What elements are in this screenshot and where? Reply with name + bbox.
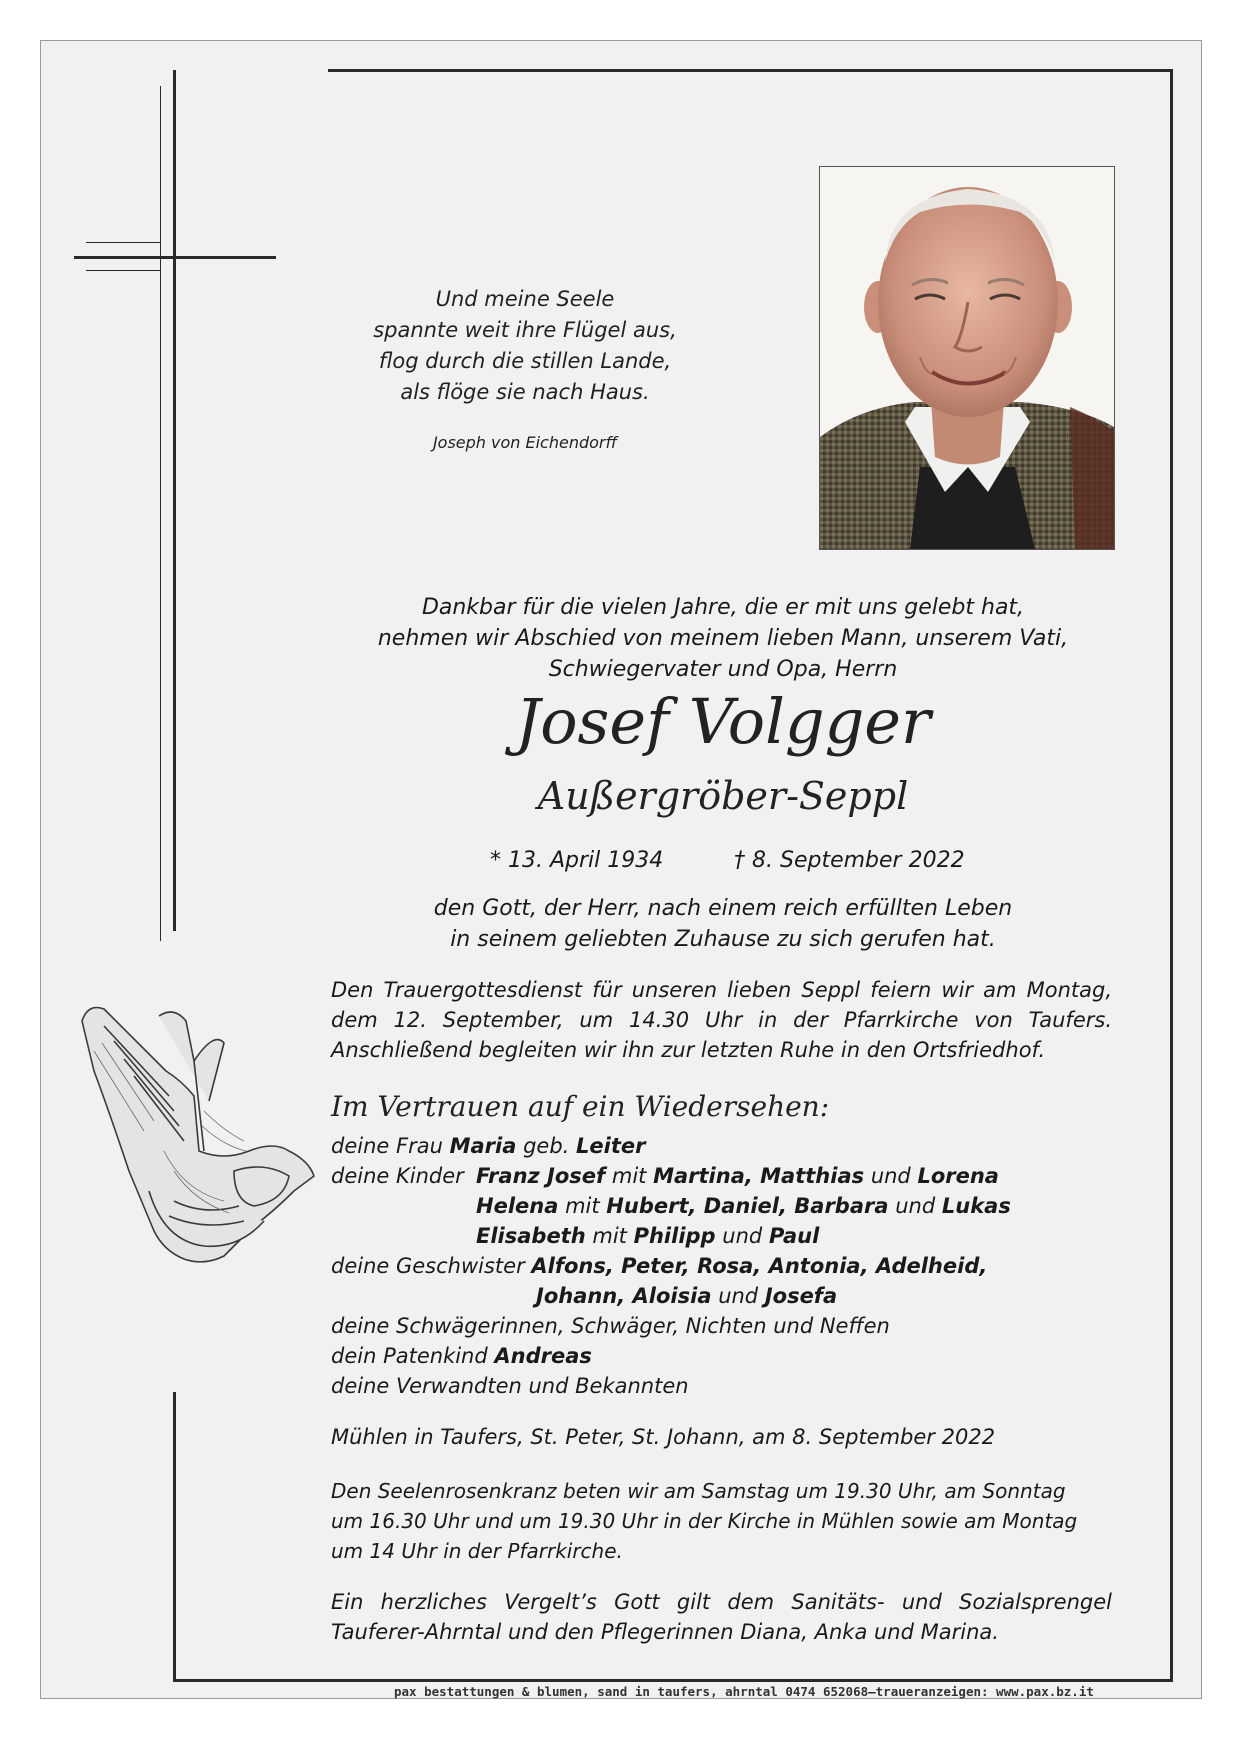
family-relatives: deine Verwandten und Bekannten [331,1374,689,1398]
connector-text: mit [592,1224,627,1248]
siblings-row [536,1281,1240,1311]
siblings-names: Alfons, Peter, Rosa, Antonia, Adelheid, [531,1254,988,1278]
family-wife [331,1131,1131,1161]
siblings-prefix: deine Geschwister [331,1254,525,1278]
deceased-name: Josef Volgger [515,685,931,758]
rosary-text [331,1476,1112,1566]
intro-line: nehmen wir Abschied von meinem lieben Mann, unserem Vati, [377,626,1069,651]
child-name: Elisabeth [476,1224,586,1248]
rosary-line: um 14 Uhr in der Pfarrkirche. [331,1539,623,1563]
connector-text: mit [611,1164,647,1188]
rosary-line: um 16.30 Uhr und um 19.30 Uhr in der Kirche in Mühlen sowie am Montag [331,1509,1078,1533]
connector-text: und [895,1194,936,1218]
wife-maiden-name: Leiter [576,1134,646,1158]
family-siblings [331,1251,1131,1281]
child-name: Helena [476,1194,559,1218]
siblings-names: Josefa [764,1284,838,1308]
wife-name: Maria [449,1134,517,1158]
rosary-line: Den Seelenrosenkranz beten wir am Samstag um 19.30 Uhr, am Sonntag [331,1479,1066,1503]
children-row [476,1191,1240,1221]
siblings-names: Johann, Aloisia [536,1284,712,1308]
poem-line: als flöge sie nach Haus. [400,380,650,404]
children-prefix: deine Kinder [331,1164,464,1188]
service-line: Anschließend begleiten wir ihn zur letzten Ruhe in den Ortsfriedhof. [331,1038,1046,1062]
poem [350,284,700,408]
footer-funeral-home: pax bestattungen & blumen, sand in taufers, ahrntal 0474 652068–traueranzeigen: www.pax.bz.it [394,1684,1094,1699]
child-family-names: Lorena [917,1164,999,1188]
godchild-name: Andreas [494,1344,592,1368]
connector-text: und [718,1284,759,1308]
birth-date: * 13. April 1934 [490,848,664,873]
wife-geb: geb. [523,1134,570,1158]
godchild-prefix: dein Patenkind [331,1344,488,1368]
cross-horizontal-shadow-bottom [86,270,161,271]
poem-line: Und meine Seele [435,287,615,311]
connector-text: mit [565,1194,600,1218]
poem-author: Joseph von Eichendorff [432,433,618,452]
family-godchild [331,1341,1131,1371]
called-line: den Gott, der Herr, nach einem reich erfüllten Leben [433,896,1013,921]
deceased-nickname: Außergröber-Seppl [537,774,909,818]
frame-top-line [328,69,1173,72]
intro-line: Schwiegervater und Opa, Herrn [548,657,898,682]
service-line: dem 12. September, um 14.30 Uhr in der Pfarrkirche von Taufers. [331,1008,1112,1032]
service-line: Den Trauergottesdienst für unseren lieben Seppl feiern wir am Montag, [331,978,1112,1002]
portrait-photo [819,166,1115,550]
child-family-names: Hubert, Daniel, Barbara [606,1194,889,1218]
funeral-service-text [331,975,1112,1065]
frame-right-line [1170,69,1173,1681]
child-family-names: Philipp [633,1224,716,1248]
connector-text: und [722,1224,763,1248]
child-family-names: Paul [768,1224,820,1248]
intro-text [330,592,1116,685]
connector-text: und [870,1164,911,1188]
cross-horizontal-bar [74,256,276,259]
cross-horizontal-shadow-top [86,242,161,243]
called-home-text [330,893,1116,955]
called-line: in seinem geliebten Zuhause zu sich gerufen hat. [450,927,996,952]
child-name: Franz Josef [476,1164,606,1188]
thanks-line: Ein herzliches Vergelt’s Gott gilt dem Sanitäts- und Sozialsprengel [331,1590,1112,1614]
children-row [476,1161,1240,1191]
cross-vertical-bar [173,70,176,931]
portrait-illustration [820,167,1114,549]
praying-hands-icon [74,1001,319,1296]
poem-line: flog durch die stillen Lande, [378,349,672,373]
cross-vertical-shadow [160,86,161,941]
intro-line: Dankbar für die vielen Jahre, die er mit uns gelebt hat, [421,595,1025,620]
family-inlaws: deine Schwägerinnen, Schwäger, Nichten und Neffen [331,1314,890,1338]
death-date: † 8. September 2022 [734,848,965,873]
poem-line: spannte weit ihre Flügel aus, [373,318,677,342]
frame-left-line [173,1392,176,1682]
child-family-names: Martina, Matthias [653,1164,865,1188]
thanks-text [331,1587,1112,1647]
thanks-line: Tauferer-Ahrntal und den Pflegerinnen Diana, Anka und Marina. [331,1620,999,1644]
wife-prefix: deine Frau [331,1134,443,1158]
frame-bottom-line [173,1679,1173,1682]
mourners-heading: Im Vertrauen auf ein Wiedersehen: [331,1090,830,1123]
children-row [476,1221,1240,1251]
child-family-names: Lukas [941,1194,1011,1218]
place-and-date: Mühlen in Taufers, St. Peter, St. Johann, am 8. September 2022 [331,1425,996,1449]
